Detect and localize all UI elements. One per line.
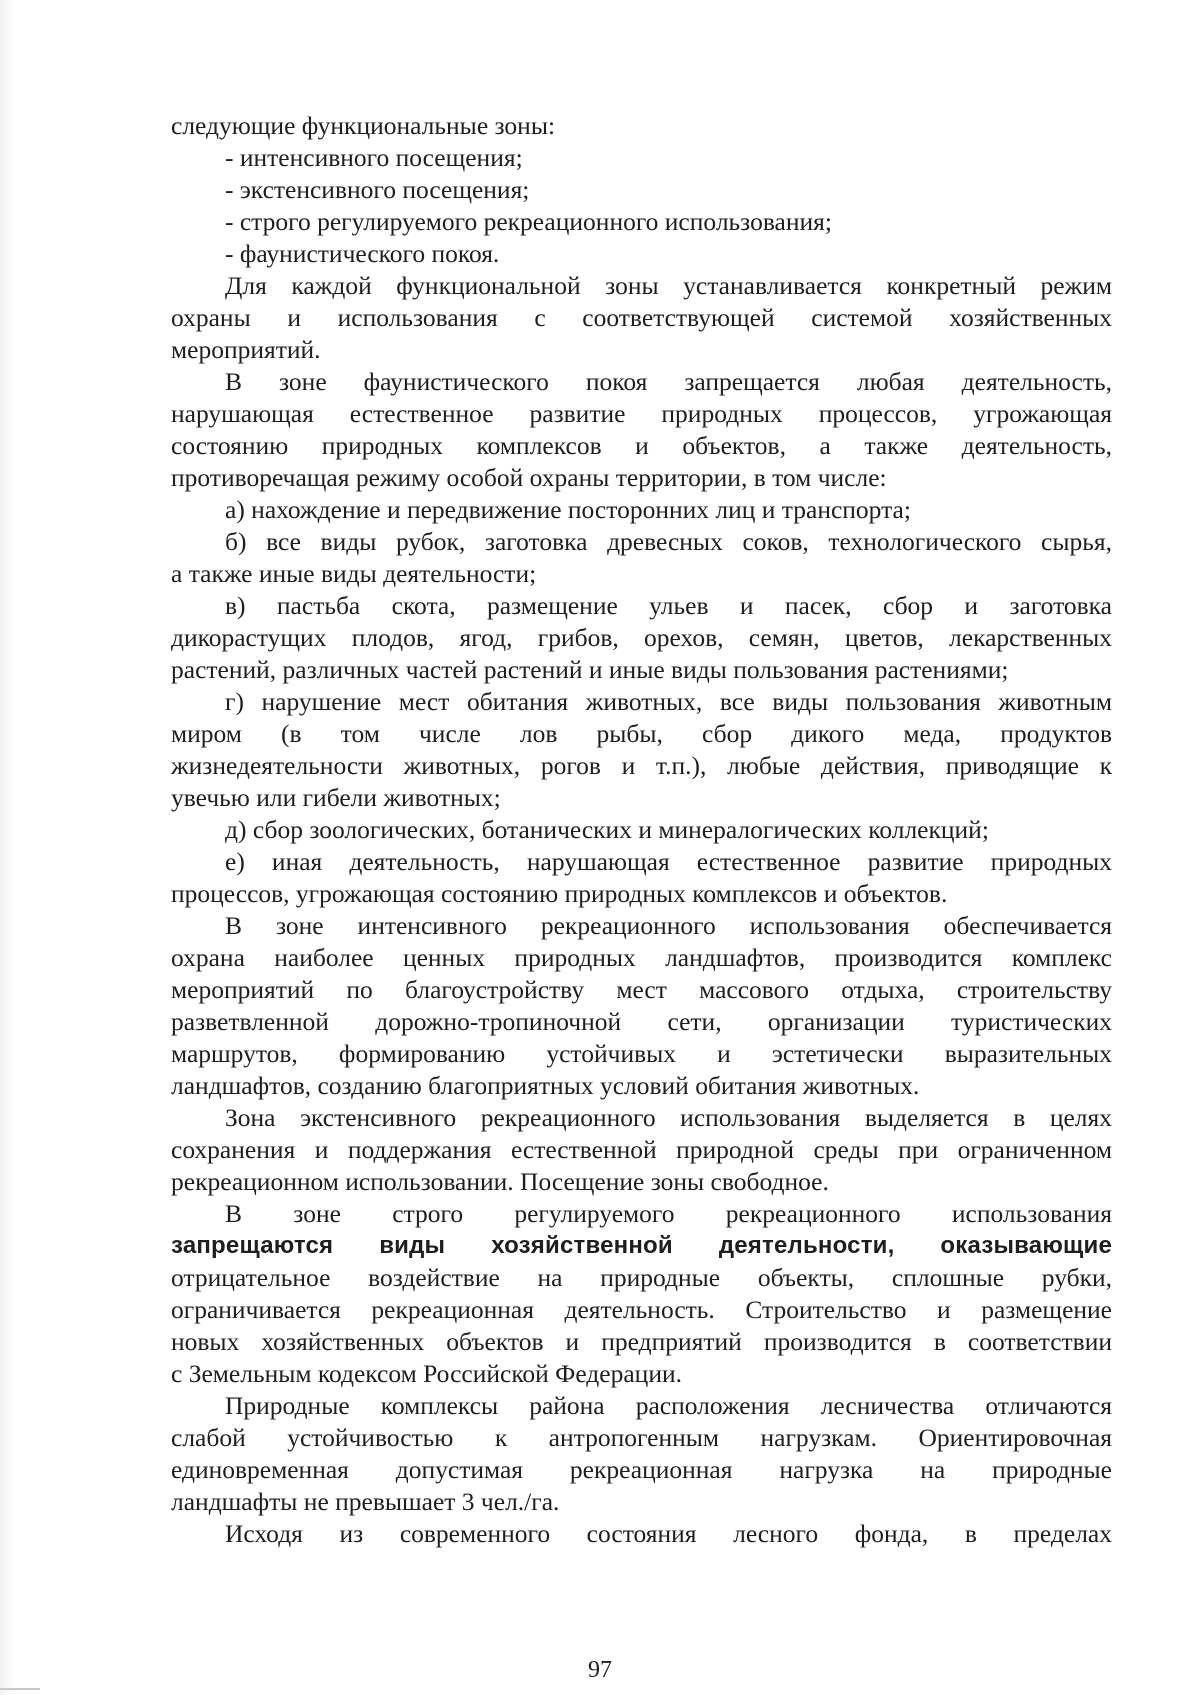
- text-line: растений, различных частей растений и иные виды пользования растениями;: [171, 655, 1009, 684]
- text-line: с Земельным кодексом Российской Федерации.: [171, 1359, 682, 1388]
- text-line: ландшафты не превышает 3 чел./га.: [171, 1487, 560, 1516]
- list-item: а) нахождение и передвижение посторонних лиц и транспорта;: [225, 495, 911, 524]
- text-line: нарушающая естественное развитие природных процессов, угрожающая: [171, 399, 1112, 428]
- scan-edge: [0, 0, 14, 1695]
- text-line: противоречащая режиму особой охраны территории, в том числе:: [171, 463, 887, 492]
- text-line: следующие функциональные зоны:: [171, 111, 556, 140]
- text-line: увечью или гибели животных;: [171, 783, 501, 812]
- text-line: Зона экстенсивного рекреационного использования выделяется в целях: [225, 1103, 1112, 1132]
- document-body: [171, 110, 1112, 1550]
- list-item: г) нарушение мест обитания животных, все виды пользования животным: [225, 687, 1112, 716]
- text-line: жизнедеятельности животных, рогов и т.п.), любые действия, приводящие к: [171, 751, 1112, 780]
- list-item: - фаунистического покоя.: [225, 239, 500, 268]
- text-line: состоянию природных комплексов и объектов, а также деятельность,: [171, 431, 1112, 460]
- bold-text-line: запрещаются виды хозяйственной деятельности, оказывающие: [171, 1232, 1112, 1259]
- text-line: рекреационном использовании. Посещение зоны свободное.: [171, 1167, 829, 1196]
- text-line: разветвленной дорожно-тропиночной сети, организации туристических: [171, 1007, 1112, 1036]
- list-item: б) все виды рубок, заготовка древесных соков, технологического сырья,: [225, 527, 1112, 556]
- text-line: ограничивается рекреационная деятельность. Строительство и размещение: [171, 1295, 1112, 1324]
- list-item: д) сбор зоологических, ботанических и минералогических коллекций;: [225, 815, 989, 844]
- text-line: дикорастущих плодов, ягод, грибов, орехов, семян, цветов, лекарственных: [171, 623, 1112, 652]
- text-line: новых хозяйственных объектов и предприятий производится в соответствии: [171, 1327, 1112, 1356]
- list-item: в) пастьба скота, размещение ульев и пасек, сбор и заготовка: [225, 591, 1112, 620]
- text-line: ландшафтов, созданию благоприятных условий обитания животных.: [171, 1071, 920, 1100]
- list-item: - экстенсивного посещения;: [225, 175, 530, 204]
- text-line: процессов, угрожающая состоянию природных комплексов и объектов.: [171, 879, 948, 908]
- text-line: Природные комплексы района расположения лесничества отличаются: [225, 1391, 1112, 1420]
- text-line: Для каждой функциональной зоны устанавливается конкретный режим: [225, 271, 1112, 300]
- text-line: маршрутов, формированию устойчивых и эстетически выразительных: [171, 1039, 1112, 1068]
- list-item: - строго регулируемого рекреационного использования;: [225, 207, 832, 236]
- list-item: е) иная деятельность, нарушающая естественное развитие природных: [225, 847, 1112, 876]
- text-line: охрана наиболее ценных природных ландшафтов, производится комплекс: [171, 943, 1112, 972]
- text-line: В зоне интенсивного рекреационного использования обеспечивается: [225, 911, 1112, 940]
- text-line: единовременная допустимая рекреационная нагрузка на природные: [171, 1455, 1112, 1484]
- text-line: охраны и использования с соответствующей системой хозяйственных: [171, 303, 1112, 332]
- text-line: миром (в том числе лов рыбы, сбор дикого меда, продуктов: [171, 719, 1112, 748]
- text-line: В зоне строго регулируемого рекреационного использования: [225, 1199, 1112, 1228]
- text-line: В зоне фаунистического покоя запрещается любая деятельность,: [225, 367, 1112, 396]
- text-line: Исходя из современного состояния лесного фонда, в пределах: [225, 1519, 1112, 1548]
- text-line: слабой устойчивостью к антропогенным нагрузкам. Ориентировочная: [171, 1423, 1112, 1452]
- scan-mark: [0, 1688, 40, 1690]
- text-line: мероприятий.: [171, 335, 321, 364]
- page-number: 97: [588, 1657, 612, 1683]
- text-line: а также иные виды деятельности;: [171, 559, 537, 588]
- text-line: сохранения и поддержания естественной природной среды при ограниченном: [171, 1135, 1112, 1164]
- text-line: отрицательное воздействие на природные объекты, сплошные рубки,: [171, 1263, 1112, 1292]
- text-line: мероприятий по благоустройству мест массового отдыха, строительству: [171, 975, 1112, 1004]
- list-item: - интенсивного посещения;: [225, 143, 523, 172]
